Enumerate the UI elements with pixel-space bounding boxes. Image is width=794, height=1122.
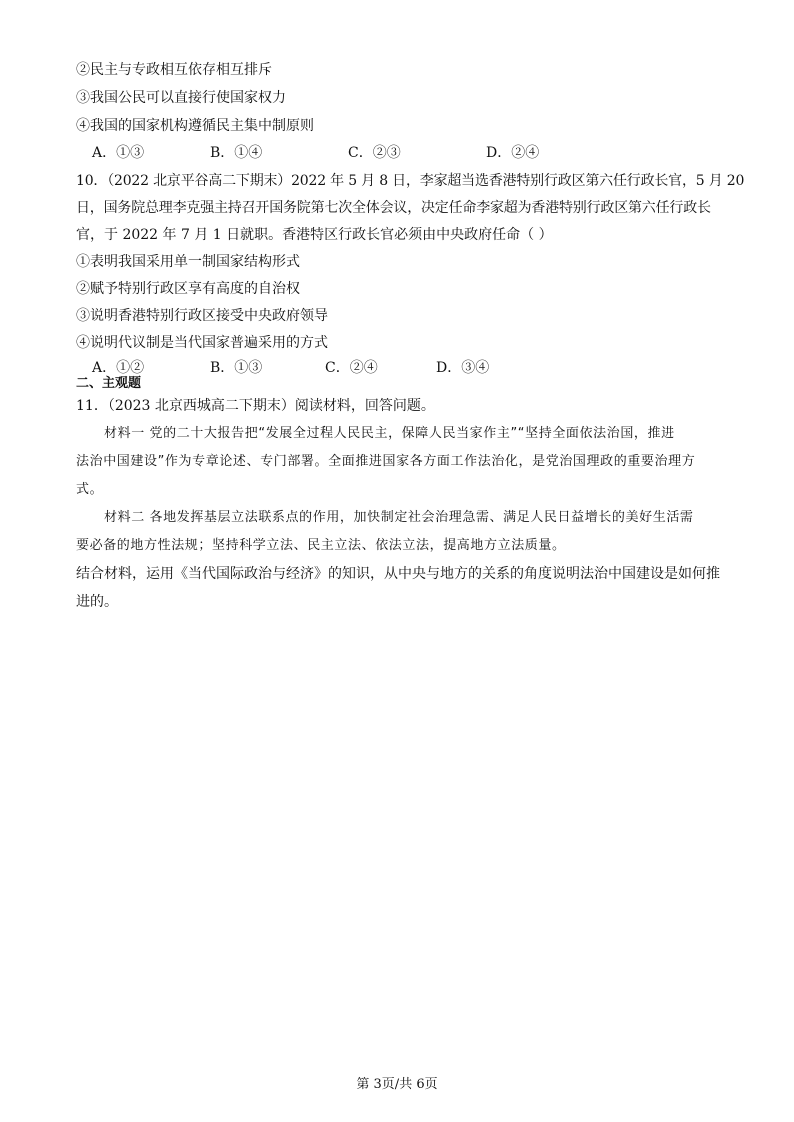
q11-material-2-line-2: 要必备的地方性法规；坚持科学立法、民主立法、依法立法，提高地方立法质量。 — [76, 538, 566, 553]
q10-option-a: A．①② — [92, 360, 145, 376]
q10-statement-1: ①表明我国采用单一制国家结构形式 — [76, 254, 300, 270]
q11-question-line-2: 进的。 — [76, 594, 118, 610]
page-number: 第 3页/共 6页 — [356, 1077, 438, 1092]
q11-material-1-line-3: 式。 — [76, 482, 104, 497]
q10-option-d: D．③④ — [436, 360, 490, 376]
q10-stem-line-1: 10．（2022 北京平谷高二下期末）2022 年 5 月 8 日，李家超当选香港特别行政区第六任行政长官，5 月 20 — [76, 173, 745, 189]
q11-material-1-line-2: 法治中国建设”作为专章论述、专门部署。全面推进国家各方面工作法治化，是党治国理政的重要治理方 — [76, 454, 696, 469]
q10-statement-2: ②赋予特别行政区享有高度的自治权 — [76, 281, 300, 297]
q10-option-b: B．①③ — [210, 360, 263, 376]
q11-material-1-line-1: 材料一 党的二十大报告把“发展全过程人民民主，保障人民当家作主”“坚持全面依法治国，推进 — [104, 426, 675, 441]
q10-stem-line-2: 日，国务院总理李克强主持召开国务院第七次全体会议，决定任命李家超为香港特别行政区第六任行政长 — [76, 200, 711, 216]
q10-stem-line-3: 官，于 2022 年 7 月 1 日就职。香港特区行政长官必须由中央政府任命（ ） — [76, 227, 553, 243]
q10-option-c: C．②④ — [325, 360, 378, 376]
q11-material-2-line-1: 材料二 各地发挥基层立法联系点的作用，加快制定社会治理急需、满足人民日益增长的美好生活需 — [104, 510, 694, 525]
q11-question-line-1: 结合材料，运用《当代国际政治与经济》的知识，从中央与地方的关系的角度说明法治中国建设是如何推 — [76, 566, 720, 582]
q9-option-b: B．①④ — [210, 145, 263, 161]
q9-option-d: D．②④ — [486, 145, 540, 161]
q9-option-c: C．②③ — [348, 145, 401, 161]
q9-option-a: A．①③ — [92, 145, 145, 161]
q11-stem: 11．（2023 北京西城高二下期末）阅读材料，回答问题。 — [76, 398, 435, 414]
q9-statement-2: ②民主与专政相互依存相互排斥 — [76, 62, 272, 78]
section-heading: 二、主观题 — [76, 376, 142, 391]
q10-statement-4: ④说明代议制是当代国家普遍采用的方式 — [76, 335, 328, 351]
q9-statement-4: ④我国的国家机构遵循民主集中制原则 — [76, 118, 314, 134]
q10-statement-3: ③说明香港特别行政区接受中央政府领导 — [76, 308, 328, 324]
q9-statement-3: ③我国公民可以直接行使国家权力 — [76, 90, 286, 106]
